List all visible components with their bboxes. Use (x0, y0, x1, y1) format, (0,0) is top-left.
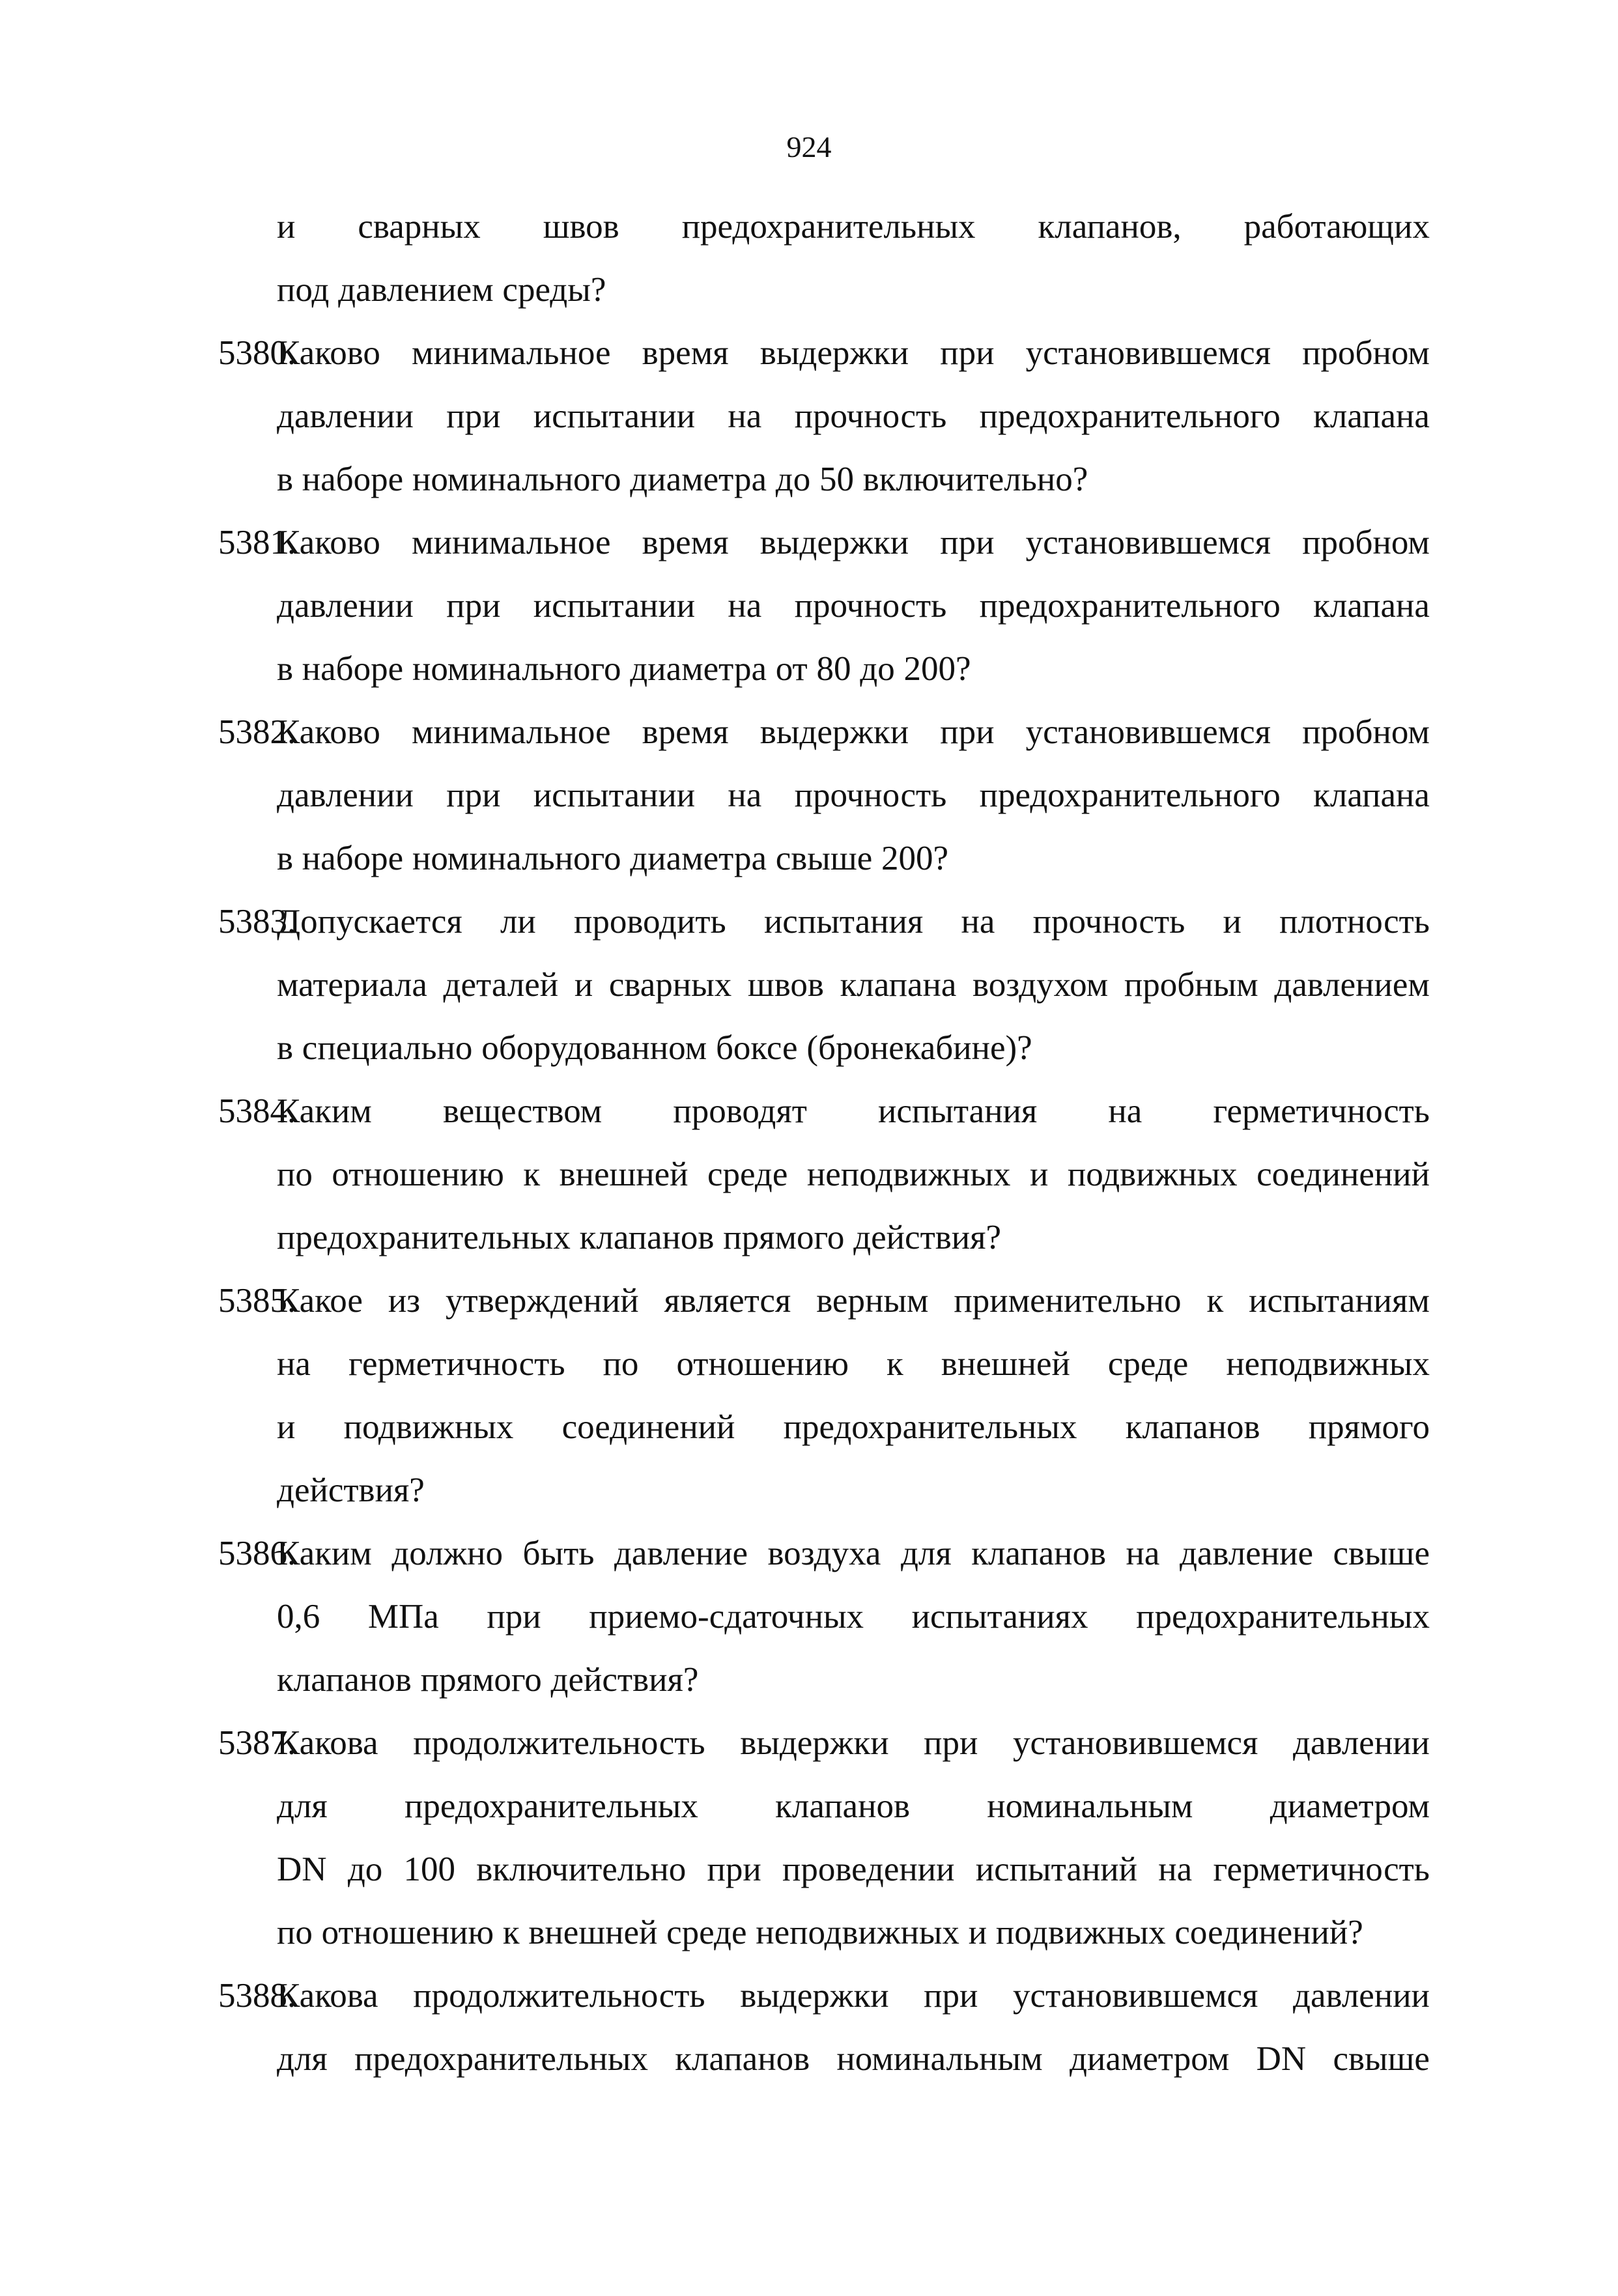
page-number: 924 (786, 130, 832, 163)
text-line: давлении при испытании на прочность предохранительного клапана (277, 587, 1430, 625)
question-number: 5385. (218, 1282, 296, 1320)
question-item-5386 (218, 1522, 1430, 1712)
text-line: 0,6 МПа при приемо-сдаточных испытаниях предохранительных (277, 1598, 1430, 1636)
text-line: и сварных швов предохранительных клапанов, работающих (277, 208, 1430, 246)
text-line: для предохранительных клапанов номинальным диаметром DN свыше (277, 2040, 1430, 2078)
question-number: 5381. (218, 524, 296, 561)
question-item-5384 (218, 1080, 1430, 1269)
question-item-5381 (218, 511, 1430, 701)
text-line: давлении при испытании на прочность предохранительного клапана (277, 776, 1430, 814)
text-line: по отношению к внешней среде неподвижных и подвижных соединений? (277, 1914, 1363, 1951)
question-item-5388 (218, 1964, 1430, 2091)
question-item-5387 (218, 1712, 1430, 1964)
text-line: 5385. Какое из утверждений является верным применительно к испытаниям (218, 1269, 1430, 1333)
text-line: 5383. Допускается ли проводить испытания на прочность и плотность (218, 890, 1430, 954)
text-line: 5382. Каково минимальное время выдержки при установившемся пробном (218, 701, 1430, 764)
question-item-5383 (218, 890, 1430, 1080)
text-line: под давлением среды? (277, 271, 606, 309)
text-line: на герметичность по отношению к внешней среде неподвижных (277, 1345, 1430, 1383)
question-number: 5386. (218, 1535, 296, 1572)
text-line: в наборе номинального диаметра до 50 включительно? (277, 461, 1088, 498)
text-line: давлении при испытании на прочность предохранительного клапана (277, 397, 1430, 435)
text-line: 5384. Каким веществом проводят испытания на герметичность (218, 1080, 1430, 1143)
question-number: 5383. (218, 903, 296, 941)
question-number: 5388. (218, 1977, 296, 2015)
text-line: предохранительных клапанов прямого действия? (277, 1219, 1002, 1256)
text-line: для предохранительных клапанов номинальным диаметром (277, 1787, 1430, 1825)
text-line: клапанов прямого действия? (277, 1661, 699, 1699)
text-line: по отношению к внешней среде неподвижных и подвижных соединений (277, 1155, 1430, 1193)
text-line: 5386. Каким должно быть давление воздуха для клапанов на давление свыше (218, 1522, 1430, 1585)
text-line: материала деталей и сварных швов клапана воздухом пробным давлением (277, 966, 1430, 1004)
question-number: 5380. (218, 334, 296, 372)
text-line: 5381. Каково минимальное время выдержки при установившемся пробном (218, 511, 1430, 574)
question-number: 5384. (218, 1092, 296, 1130)
text-line: 5388. Какова продолжительность выдержки при установившемся давлении (218, 1964, 1430, 2028)
text-line: 5387. Какова продолжительность выдержки при установившемся давлении (218, 1712, 1430, 1775)
question-item-5380 (218, 322, 1430, 511)
text-line: действия? (277, 1471, 425, 1509)
text-line: 5380. Каково минимальное время выдержки при установившемся пробном (218, 322, 1430, 385)
text-line: в наборе номинального диаметра свыше 200? (277, 840, 949, 877)
question-list (218, 195, 1430, 2091)
question-item-5385 (218, 1269, 1430, 1522)
question-item-5382 (218, 701, 1430, 890)
text-line: в наборе номинального диаметра от 80 до 200? (277, 650, 971, 688)
question-number: 5382. (218, 713, 296, 751)
text-line: DN до 100 включительно при проведении испытаний на герметичность (277, 1850, 1430, 1888)
text-line: в специально оборудованном боксе (бронекабине)? (277, 1029, 1032, 1067)
text-line: и подвижных соединений предохранительных клапанов прямого (277, 1408, 1430, 1446)
question-number: 5387. (218, 1724, 296, 1762)
question-continuation (218, 195, 1430, 322)
